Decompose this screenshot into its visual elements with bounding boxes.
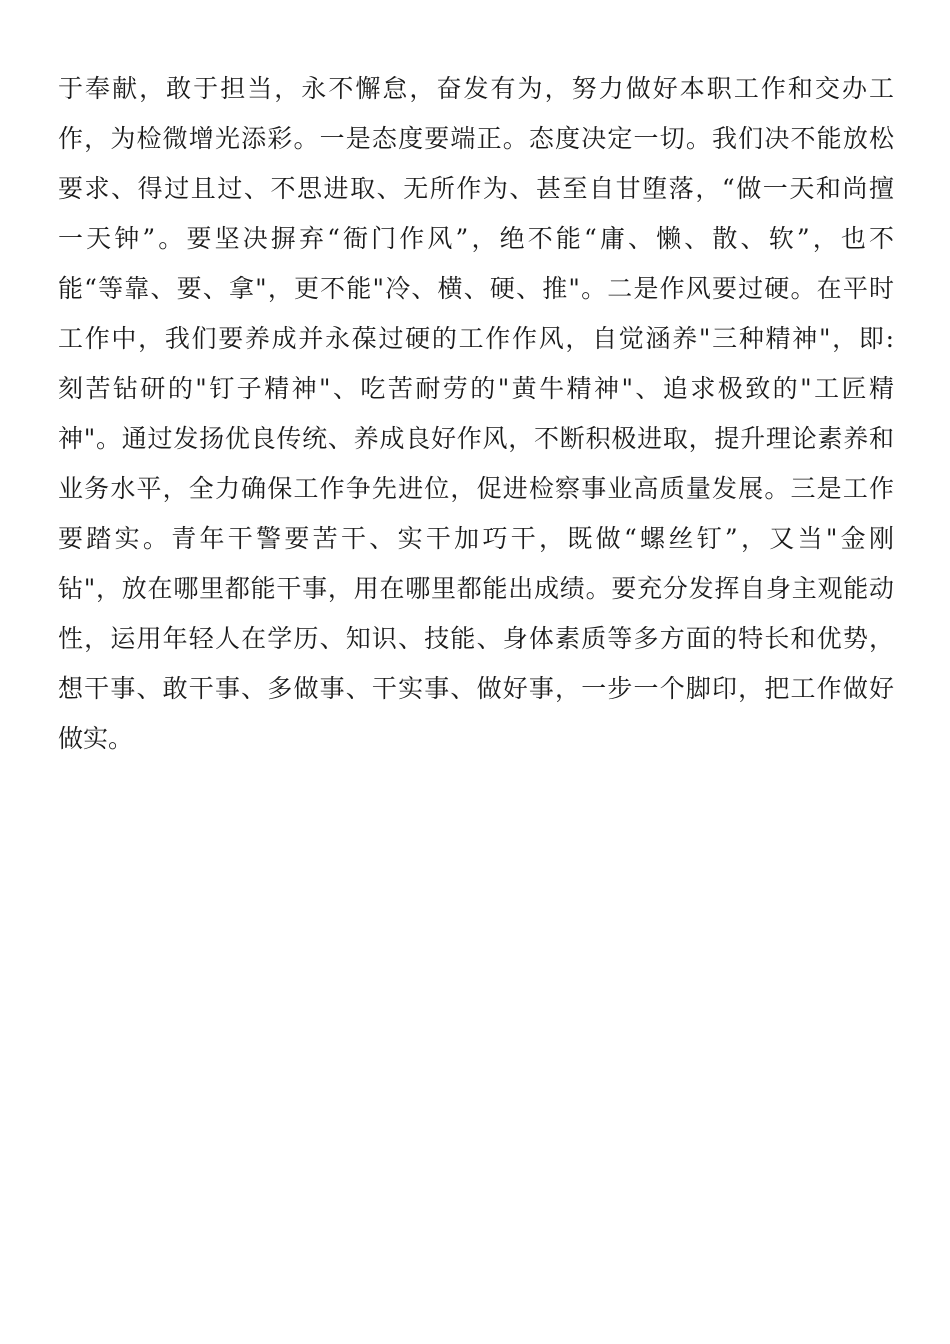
text-line: 工作中，我们要养成并永葆过硬的工作作风，自觉涵养"三种精神"，即:: [58, 324, 894, 353]
text-line: 神"。通过发扬优良传统、养成良好作风，不断积极进取，提升理论素养和: [58, 424, 894, 453]
text-line: 于奉献，敢于担当，永不懈怠，奋发有为，努力做好本职工作和交办工: [58, 74, 894, 103]
text-line: 要踏实。青年干警要苦干、实干加巧干，既做“螺丝钉”，又当"金刚: [58, 524, 894, 553]
text-line: 性，运用年轻人在学历、知识、技能、身体素质等多方面的特长和优势，: [58, 624, 894, 653]
text-line: 刻苦钻研的"钉子精神"、吃苦耐劳的"黄牛精神"、追求极致的"工匠精: [58, 374, 894, 403]
text-line-last: 做实。: [58, 724, 134, 753]
text-line: 作，为检微增光添彩。一是态度要端正。态度决定一切。我们决不能放松: [58, 124, 894, 153]
text-line: 一天钟”。要坚决摒弃“衙门作风”，绝不能“庸、懒、散、软”，也不: [58, 224, 894, 253]
text-line: 业务水平，全力确保工作争先进位，促进检察事业高质量发展。三是工作: [58, 474, 894, 503]
text-line: 钻"，放在哪里都能干事，用在哪里都能出成绩。要充分发挥自身主观能动: [58, 574, 894, 603]
text-line: 想干事、敢干事、多做事、干实事、做好事，一步一个脚印，把工作做好: [58, 674, 894, 703]
text-line: 要求、得过且过、不思进取、无所作为、甚至自甘堕落，“做一天和尚擅: [58, 174, 894, 203]
text-line: 能“等靠、要、拿"，更不能"冷、横、硬、推"。二是作风要过硬。在平时: [58, 274, 894, 303]
body-paragraph: [58, 64, 894, 764]
